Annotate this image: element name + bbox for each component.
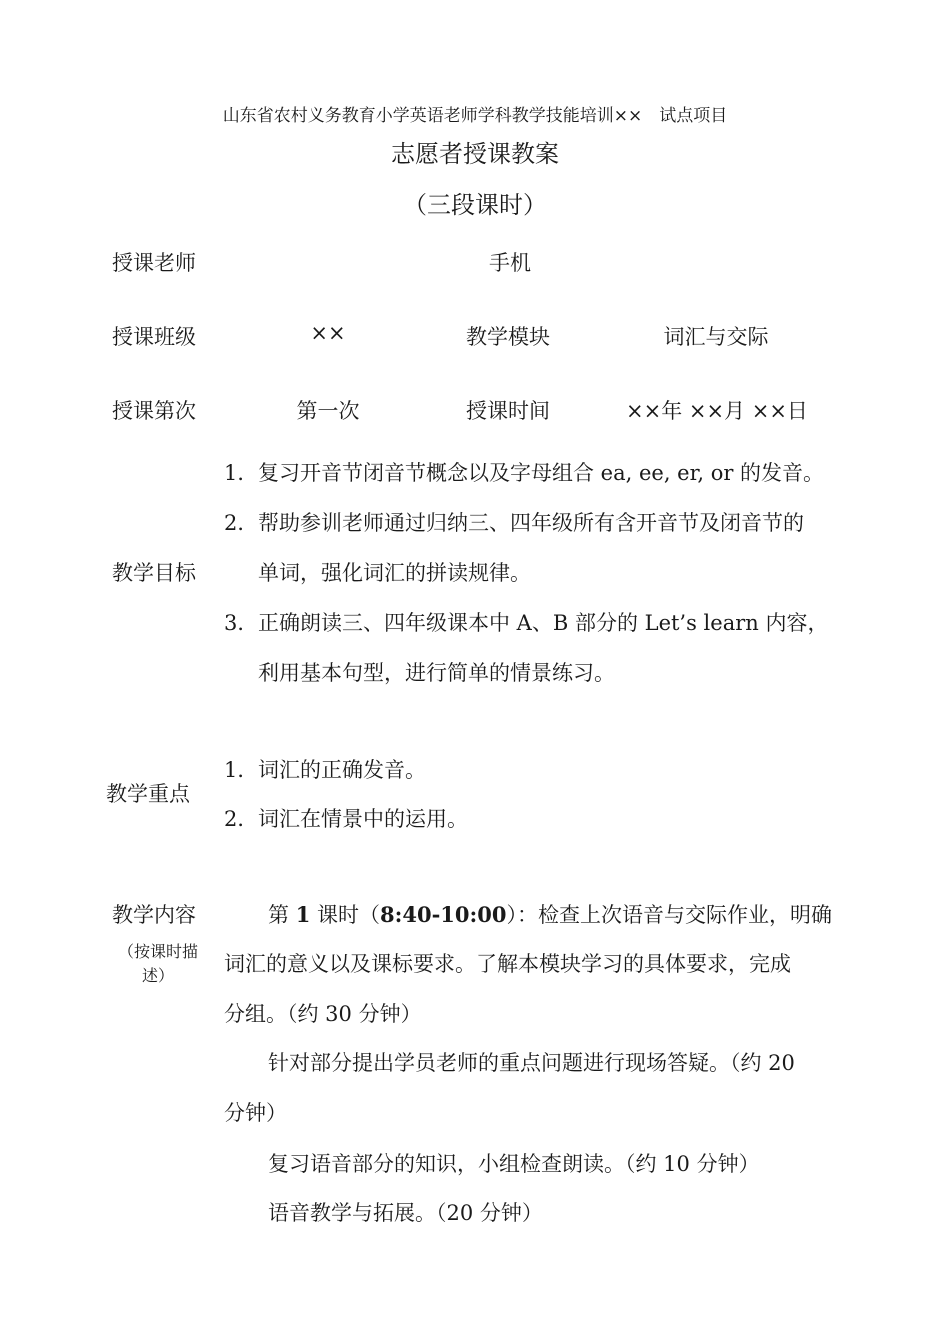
session-value: 第一次 (296, 399, 360, 423)
content-paragraph: 针对部分提出学员老师的重点问题进行现场答疑。（约 20 (268, 1051, 795, 1075)
key-point-number: 1． (224, 758, 259, 782)
objective-number: 1． (224, 461, 259, 485)
paragraph-text: 第 (268, 903, 296, 927)
content-paragraph-line: 词汇的意义以及课标要求。了解本模块学习的具体要求，完成 (224, 952, 791, 976)
class-value: ×× (310, 321, 346, 345)
objective-text: 正确朗读三、四年级课本中 A、B 部分的 Let’s learn 内容， (258, 611, 829, 635)
objective-item (224, 507, 804, 537)
content-paragraph-line: 分组。（约 30 分钟） (224, 1002, 422, 1026)
content-paragraph-line: 分钟） (224, 1101, 287, 1125)
objective-number: 3． (224, 611, 259, 635)
project-subtitle: 山东省农村义务教育小学英语老师学科教学技能培训×× 试点项目 (222, 106, 728, 126)
key-point-text: 词汇的正确发音。 (258, 758, 426, 782)
key-point-number: 2． (224, 807, 259, 831)
objective-text: 帮助参训老师通过归纳三、四年级所有含开音节及闭音节的 (258, 511, 804, 535)
class-label: 授课班级 (112, 325, 196, 349)
time-label: 授课时间 (466, 399, 550, 423)
teacher-value: 手机 (489, 251, 531, 275)
paragraph-text: 课时（ (310, 903, 380, 927)
key-point-text: 词汇在情景中的运用。 (258, 807, 468, 831)
key-point-item (224, 803, 468, 833)
time-value: ××年 ××月 ××日 (626, 399, 808, 423)
lesson-number: 1 (295, 902, 311, 927)
key-point-item (224, 754, 426, 784)
objectives-label: 教学目标 (112, 561, 196, 585)
objective-number: 2． (224, 511, 259, 535)
content-sublabel: 述） (141, 966, 174, 985)
session-label: 授课第次 (112, 399, 196, 423)
lesson-time-range: 8:40-10:00 (380, 902, 507, 927)
content-paragraph: 复习语音部分的知识，小组检查朗读。（约 10 分钟） (268, 1152, 760, 1176)
objective-text-continued: 利用基本句型，进行简单的情景练习。 (258, 661, 615, 685)
objective-text: 复习开音节闭音节概念以及字母组合 ea, ee, er, or 的发音。 (258, 461, 825, 485)
page-title: 志愿者授课教案 (391, 140, 559, 168)
module-label: 教学模块 (466, 325, 550, 349)
session-note: （三段课时） (403, 191, 547, 219)
content-label: 教学内容 (112, 903, 196, 927)
teacher-label: 授课老师 (112, 251, 196, 275)
content-paragraph (268, 899, 832, 929)
objective-text-continued: 单词，强化词汇的拼读规律。 (258, 561, 531, 585)
objective-item (224, 607, 828, 637)
objective-item (224, 457, 824, 487)
module-value: 词汇与交际 (663, 325, 769, 349)
content-sublabel: （按课时描 (117, 942, 198, 961)
key-points-label: 教学重点 (106, 782, 190, 806)
paragraph-text: ）：检查上次语音与交际作业，明确 (506, 903, 833, 927)
content-paragraph: 语音教学与拓展。（20 分钟） (268, 1201, 543, 1225)
